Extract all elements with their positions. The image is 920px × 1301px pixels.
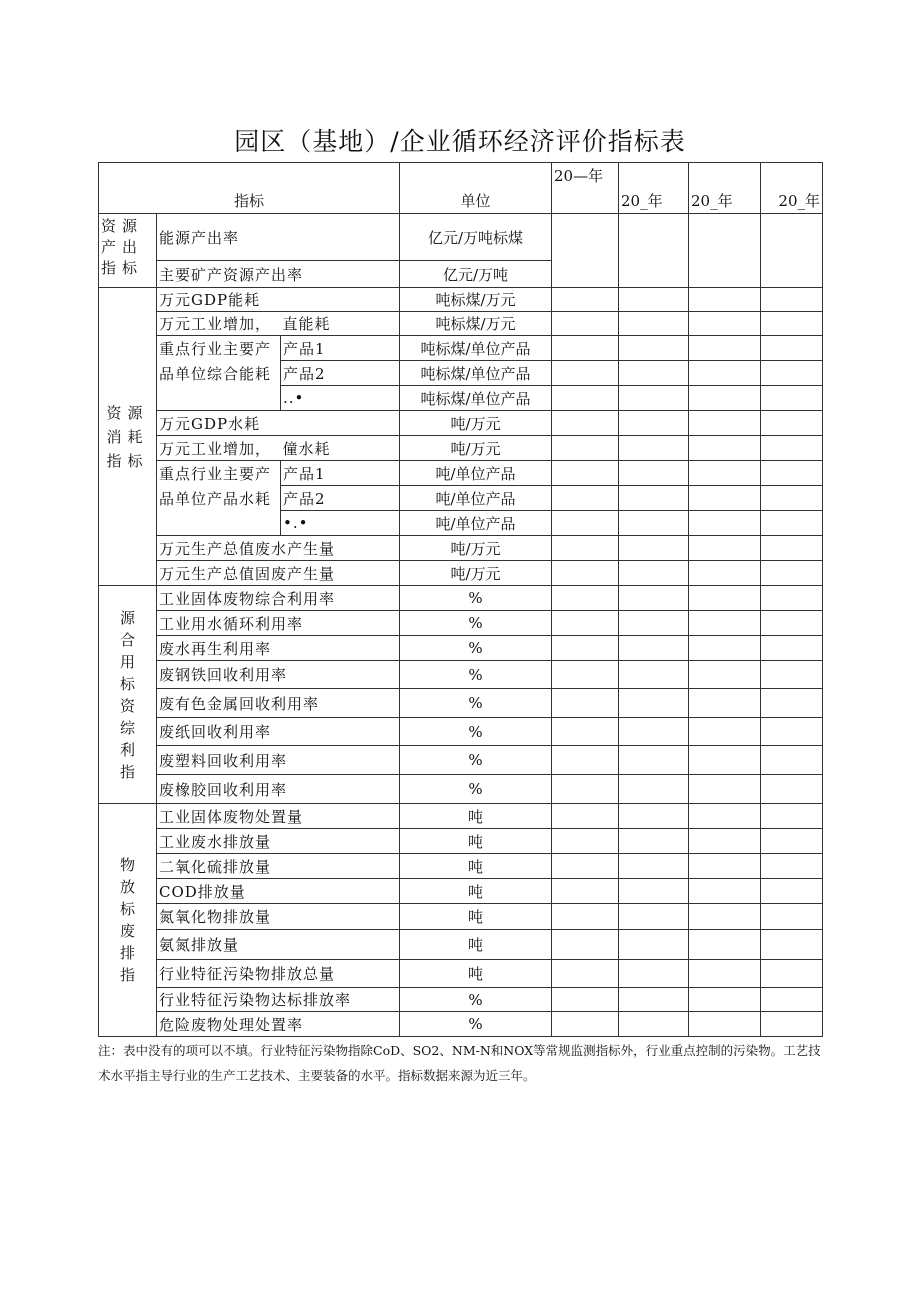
table-row [99,312,823,336]
value-cell[interactable] [552,718,619,746]
table-row [99,486,823,511]
group-char: 物 [119,856,135,874]
indicator-cell: 氮氧化物排放量 [157,904,400,930]
value-cell[interactable] [619,661,689,689]
value-cell[interactable] [761,854,823,879]
value-cell[interactable] [689,775,761,804]
value-cell[interactable] [761,1012,823,1037]
header-row [99,163,823,214]
unit-cell: % [400,586,552,611]
value-cell[interactable] [761,511,823,536]
unit-cell: % [400,661,552,689]
value-cell[interactable] [761,386,823,411]
table-row [99,1012,823,1037]
group-label-resource-output: 资源产出指标 [99,214,157,288]
value-cell[interactable] [689,904,761,930]
table-row [99,461,823,486]
value-cell[interactable] [619,775,689,804]
value-cell[interactable] [761,361,823,386]
value-cell[interactable] [689,536,761,561]
table-row [99,930,823,960]
unit-cell: 吨标煤/单位产品 [400,336,552,361]
table-row [99,611,823,636]
value-cell[interactable] [552,854,619,879]
unit-cell: % [400,746,552,775]
indicator-cell: 工业用水循环利用率 [157,611,400,636]
header-indicator: 指标 [99,163,400,214]
indicator-cell [157,511,281,536]
indicator-cell [157,386,281,411]
group-char: 指 [119,966,135,984]
unit-cell: % [400,636,552,661]
value-cell[interactable] [689,636,761,661]
value-cell[interactable] [689,436,761,461]
table-row [99,586,823,611]
value-cell[interactable] [552,411,619,436]
table-row [99,960,823,988]
value-cell[interactable] [761,214,823,288]
value-cell[interactable] [619,288,689,312]
value-cell[interactable] [689,511,761,536]
value-cell[interactable] [689,586,761,611]
table-row [99,879,823,904]
value-cell[interactable] [689,746,761,775]
table-row [99,288,823,312]
value-cell[interactable] [761,636,823,661]
value-cell[interactable] [761,561,823,586]
value-cell[interactable] [689,960,761,988]
table-row [99,436,823,461]
value-cell[interactable] [689,561,761,586]
value-cell[interactable] [619,804,689,829]
unit-cell: 吨标煤/单位产品 [400,386,552,411]
value-cell[interactable] [619,436,689,461]
group-char: 用 [119,652,135,671]
indicator-cell: 二氧化硫排放量 [157,854,400,879]
indicator-cell: 重点行业主要产 [157,336,281,361]
indicator-cell: 万元生产总值固废产生量 [157,561,400,586]
table-row [99,386,823,411]
value-cell[interactable] [552,930,619,960]
value-cell[interactable] [619,214,689,288]
value-cell[interactable] [552,1012,619,1037]
unit-cell: 吨/单位产品 [400,511,552,536]
value-cell[interactable] [689,930,761,960]
value-cell[interactable] [689,988,761,1012]
header-year-1: 20—年 [552,163,619,214]
value-cell[interactable] [552,775,619,804]
indicator-cell: 工业固体废物处置量 [157,804,400,829]
table-row [99,411,823,436]
table-row [99,746,823,775]
value-cell[interactable] [619,904,689,930]
unit-cell: % [400,988,552,1012]
value-cell[interactable] [689,214,761,288]
footnote: 注：表中没有的项可以不填。行业特征污染物指除CoD、SO2、NM-N和NOX等常规监测指标外，行业重点控制的污染物。工艺技术水平指主导行业的生产工艺技术、主要装备的水平。指标数据来源为近三年。 [98,1043,821,1083]
unit-cell: % [400,775,552,804]
sub-indicator-cell: 产品1 [281,461,400,486]
value-cell[interactable] [552,804,619,829]
indicator-cell: 工业废水排放量 [157,829,400,854]
unit-cell: % [400,689,552,718]
indicator-cell: 氨氮排放量 [157,930,400,960]
value-cell[interactable] [552,436,619,461]
table-row [99,336,823,361]
table-row [99,804,823,829]
value-cell[interactable] [552,879,619,904]
value-cell[interactable] [761,411,823,436]
table-row [99,854,823,879]
value-cell[interactable] [552,288,619,312]
value-cell[interactable] [619,611,689,636]
table-row [99,829,823,854]
table-row [99,561,823,586]
unit-cell: 吨标煤/万元 [400,312,552,336]
indicator-cell: 主要矿产资源产出率 [157,261,400,288]
value-cell[interactable] [761,336,823,361]
value-cell[interactable] [689,1012,761,1037]
value-cell[interactable] [552,214,619,288]
value-cell[interactable] [619,561,689,586]
value-cell[interactable] [761,746,823,775]
value-cell[interactable] [761,718,823,746]
table-row [99,511,823,536]
value-cell[interactable] [552,611,619,636]
value-cell[interactable] [552,486,619,511]
value-cell[interactable] [761,829,823,854]
value-cell[interactable] [619,829,689,854]
group-char: 排 [119,944,135,962]
value-cell[interactable] [761,879,823,904]
indicator-table [98,162,823,1037]
value-cell[interactable] [552,536,619,561]
value-cell[interactable] [619,411,689,436]
indicator-cell: 废纸回收利用率 [157,718,400,746]
unit-cell: % [400,1012,552,1037]
value-cell[interactable] [552,988,619,1012]
value-cell[interactable] [761,960,823,988]
value-cell[interactable] [619,312,689,336]
value-cell[interactable] [761,804,823,829]
indicator-cell: COD排放量 [157,879,400,904]
unit-cell: 亿元/万吨标煤 [400,214,552,261]
value-cell[interactable] [619,536,689,561]
value-cell[interactable] [552,561,619,586]
value-cell[interactable] [761,586,823,611]
unit-cell: 吨/万元 [400,561,552,586]
value-cell[interactable] [619,486,689,511]
value-cell[interactable] [689,661,761,689]
value-cell[interactable] [619,718,689,746]
value-cell[interactable] [761,436,823,461]
sub-indicator-cell: 产品1 [281,336,400,361]
table-row [99,214,823,261]
table-row [99,775,823,804]
unit-cell: 吨/万元 [400,536,552,561]
value-cell[interactable] [619,461,689,486]
value-cell[interactable] [689,718,761,746]
indicator-cell: 万元工业增加， [157,312,281,336]
value-cell[interactable] [619,636,689,661]
value-cell[interactable] [619,746,689,775]
table-row [99,988,823,1012]
group-char: 标 [119,900,135,918]
value-cell[interactable] [761,611,823,636]
value-cell[interactable] [689,611,761,636]
indicator-cell: 危险废物处理处置率 [157,1012,400,1037]
value-cell[interactable] [689,879,761,904]
indicator-cell: 能源产出率 [157,214,400,261]
value-cell[interactable] [552,336,619,361]
table-row [99,661,823,689]
unit-cell: 吨 [400,879,552,904]
value-cell[interactable] [552,904,619,930]
value-cell[interactable] [619,854,689,879]
sub-indicator-cell: 僮水耗 [281,436,400,461]
group-char: 综 [119,718,135,737]
value-cell[interactable] [761,486,823,511]
group-char: 废 [119,922,135,940]
value-cell[interactable] [689,486,761,511]
value-cell[interactable] [619,586,689,611]
sub-indicator-cell: ..• [281,386,400,411]
header-year-3: 20_年 [689,163,761,214]
indicator-cell: 废钢铁回收利用率 [157,661,400,689]
value-cell[interactable] [689,829,761,854]
unit-cell: 吨/万元 [400,436,552,461]
unit-cell: 亿元/万吨 [400,261,552,288]
unit-cell: 吨/万元 [400,411,552,436]
value-cell[interactable] [552,689,619,718]
indicator-cell: 行业特征污染物达标排放率 [157,988,400,1012]
value-cell[interactable] [761,288,823,312]
value-cell[interactable] [689,386,761,411]
group-label-resource-consumption: 资源消耗指标 [99,288,157,586]
table-row [99,689,823,718]
group-char: 利 [119,740,135,759]
value-cell[interactable] [689,461,761,486]
indicator-cell: 废有色金属回收利用率 [157,689,400,718]
value-cell[interactable] [761,988,823,1012]
value-cell[interactable] [619,511,689,536]
group-label-resource-utilization [99,586,157,804]
page-title: 园区（基地）/企业循环经济评价指标表 [234,127,686,156]
value-cell[interactable] [689,361,761,386]
value-cell[interactable] [552,312,619,336]
value-cell[interactable] [552,636,619,661]
value-cell[interactable] [761,775,823,804]
value-cell[interactable] [619,930,689,960]
unit-cell: % [400,718,552,746]
value-cell[interactable] [689,854,761,879]
indicator-cell: 废橡胶回收利用率 [157,775,400,804]
group-char: 资 [119,696,135,715]
value-cell[interactable] [552,586,619,611]
group-char: 合 [119,630,135,649]
value-cell[interactable] [689,411,761,436]
unit-cell: 吨标煤/万元 [400,288,552,312]
indicator-cell: 万元生产总值废水产生量 [157,536,400,561]
unit-cell: 吨 [400,829,552,854]
table-row [99,536,823,561]
unit-cell: 吨 [400,854,552,879]
value-cell[interactable] [552,361,619,386]
value-cell[interactable] [552,960,619,988]
value-cell[interactable] [619,879,689,904]
value-cell[interactable] [619,988,689,1012]
group-label-waste-emission [99,804,157,1037]
unit-cell: 吨 [400,960,552,988]
indicator-cell: 工业固体废物综合利用率 [157,586,400,611]
value-cell[interactable] [761,661,823,689]
indicator-cell: 废塑料回收利用率 [157,746,400,775]
unit-cell: 吨标煤/单位产品 [400,361,552,386]
value-cell[interactable] [619,1012,689,1037]
value-cell[interactable] [761,904,823,930]
value-cell[interactable] [761,930,823,960]
header-year-2: 20_年 [619,163,689,214]
sub-indicator-cell: 直能耗 [281,312,400,336]
value-cell[interactable] [619,336,689,361]
group-char: 标 [119,674,135,693]
unit-cell: 吨/单位产品 [400,486,552,511]
group-char: 源 [119,608,135,627]
indicator-cell: 万元GDP能耗 [157,288,400,312]
table-row [99,904,823,930]
value-cell[interactable] [761,536,823,561]
header-year-4: 20_年 [761,163,823,214]
indicator-cell: 万元工业增加， [157,436,281,461]
unit-cell: 吨 [400,930,552,960]
value-cell[interactable] [552,661,619,689]
sub-indicator-cell: •.• [281,511,400,536]
indicator-cell: 品单位产品水耗 [157,486,281,511]
group-char: 指 [119,762,135,781]
header-unit: 单位 [400,163,552,214]
value-cell[interactable] [552,461,619,486]
value-cell[interactable] [689,689,761,718]
indicator-cell: 重点行业主要产 [157,461,281,486]
value-cell[interactable] [552,386,619,411]
value-cell[interactable] [619,960,689,988]
value-cell[interactable] [552,511,619,536]
value-cell[interactable] [619,689,689,718]
value-cell[interactable] [761,461,823,486]
sub-indicator-cell: 产品2 [281,361,400,386]
unit-cell: 吨 [400,804,552,829]
value-cell[interactable] [552,829,619,854]
value-cell[interactable] [689,336,761,361]
indicator-cell: 万元GDP水耗 [157,411,400,436]
value-cell[interactable] [619,361,689,386]
value-cell[interactable] [689,312,761,336]
indicator-cell: 行业特征污染物排放总量 [157,960,400,988]
table-row [99,718,823,746]
value-cell[interactable] [761,312,823,336]
table-row [99,636,823,661]
table-row [99,361,823,386]
unit-cell: 吨 [400,904,552,930]
unit-cell: % [400,611,552,636]
value-cell[interactable] [689,804,761,829]
value-cell[interactable] [619,386,689,411]
value-cell[interactable] [552,746,619,775]
value-cell[interactable] [761,689,823,718]
group-char: 放 [119,878,135,896]
sub-indicator-cell: 产品2 [281,486,400,511]
unit-cell: 吨/单位产品 [400,461,552,486]
indicator-cell: 废水再生利用率 [157,636,400,661]
indicator-cell: 品单位综合能耗 [157,361,281,386]
value-cell[interactable] [689,288,761,312]
